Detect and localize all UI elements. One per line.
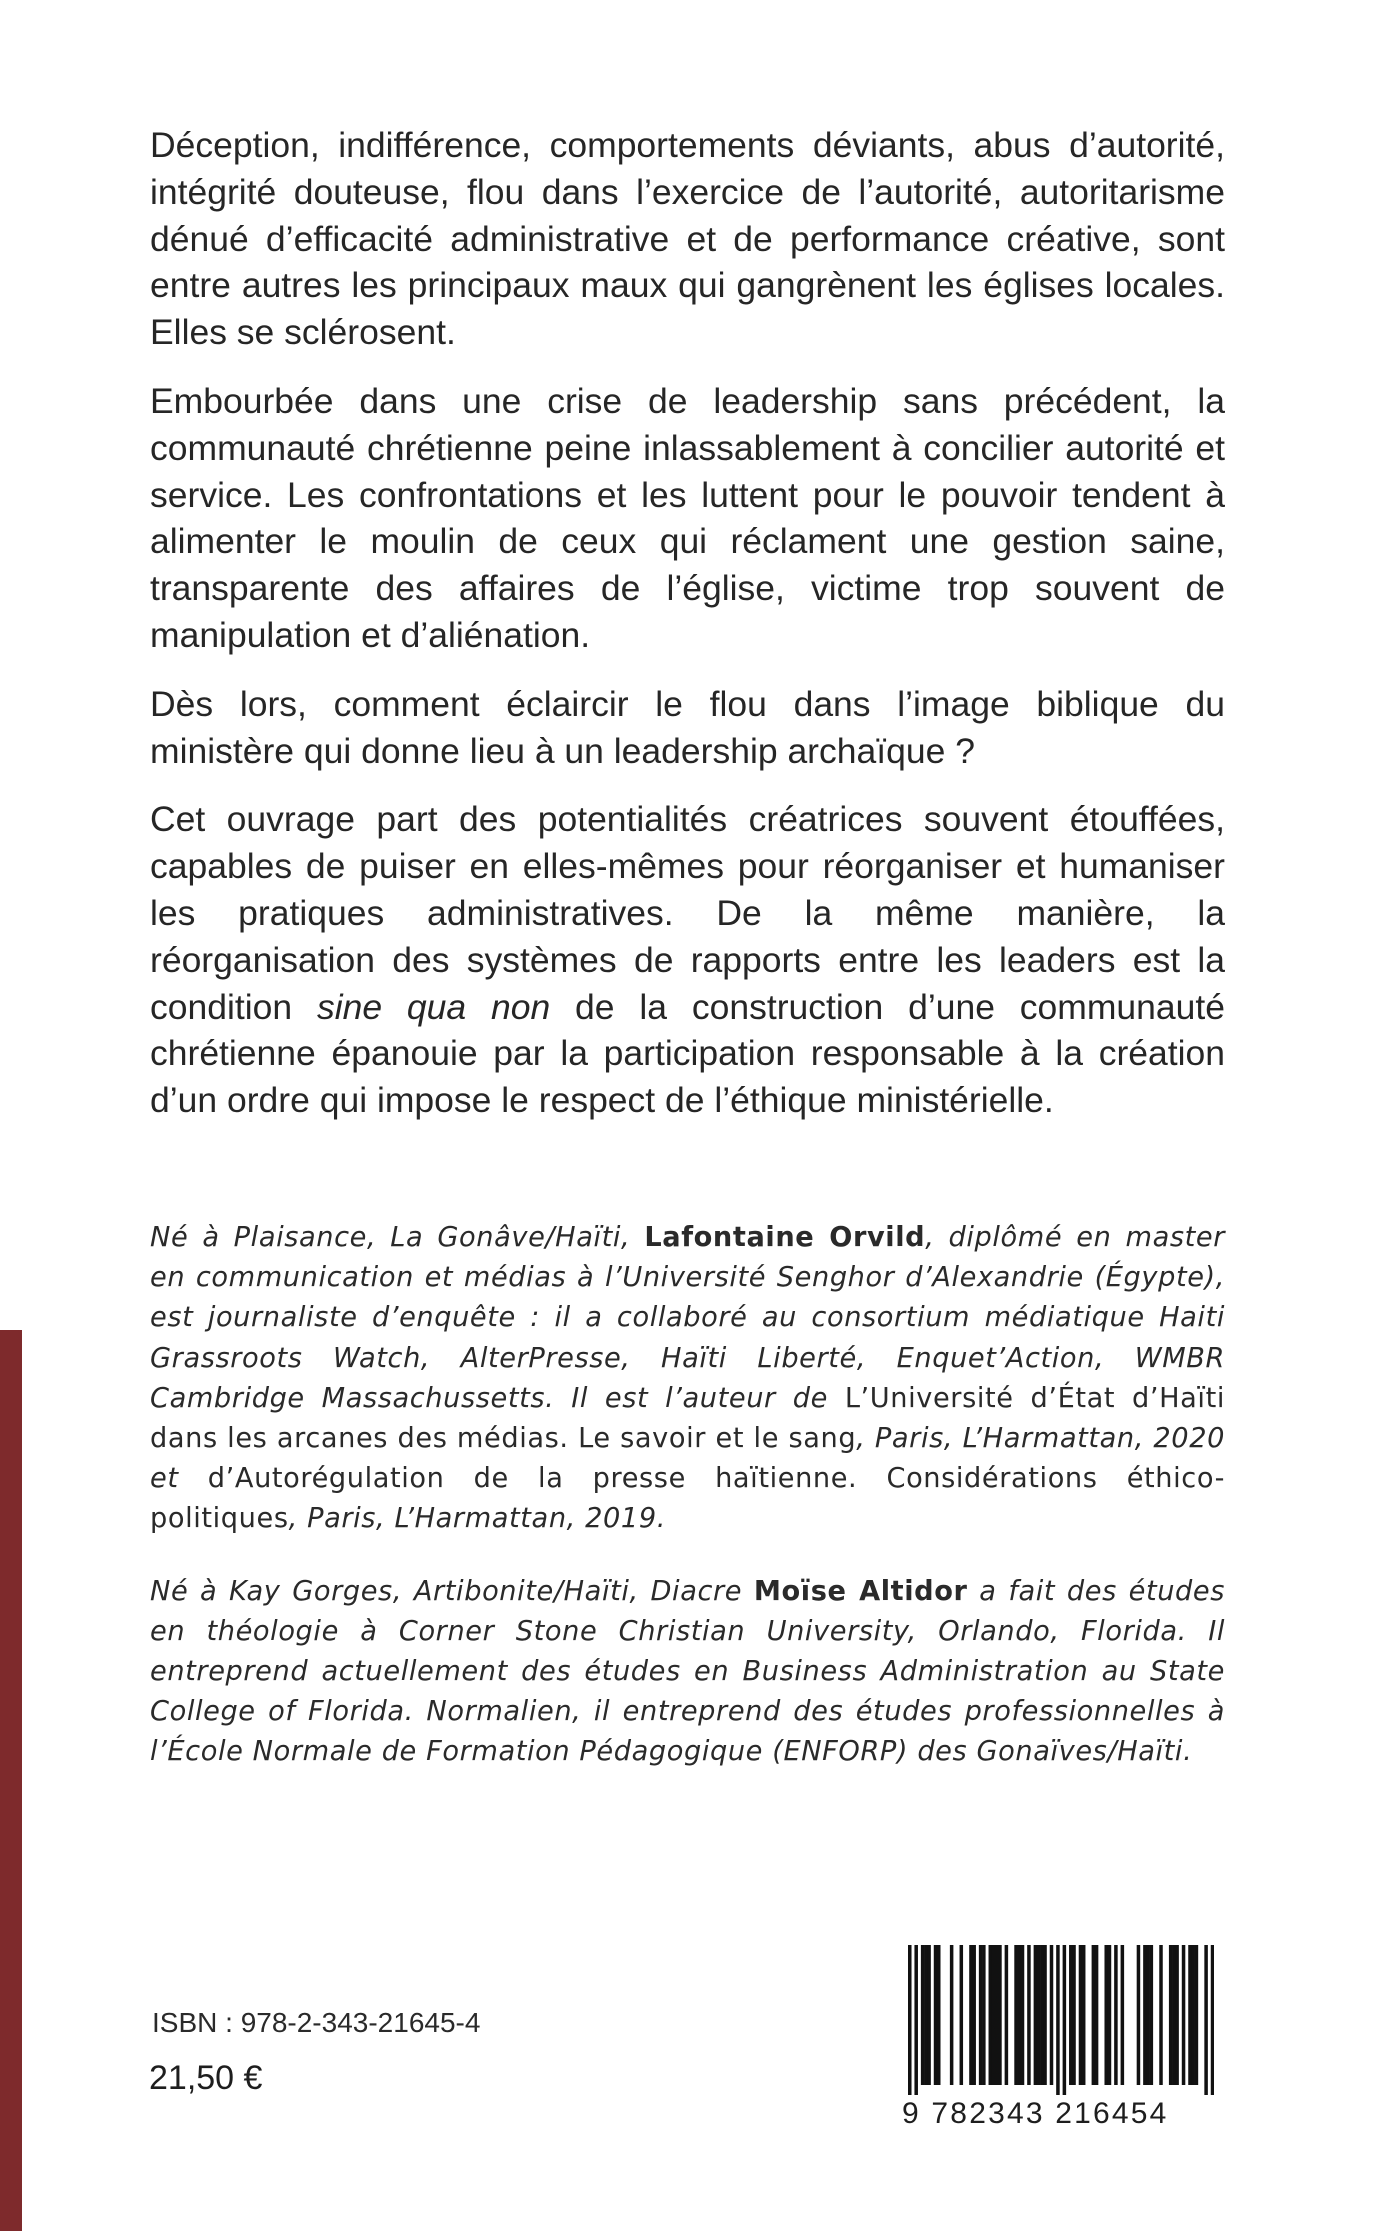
barcode-bar — [1143, 1945, 1147, 2085]
barcode-bar — [982, 1945, 986, 2085]
barcode-bar — [1108, 1945, 1112, 2085]
barcode-bar — [1037, 1945, 1041, 2085]
barcode-bar — [1095, 1945, 1099, 2085]
barcode-bar — [927, 1945, 931, 2085]
barcode-bar — [1121, 1945, 1125, 2085]
barcode-bar — [1056, 1945, 1060, 2095]
bio1-text-1: , diplômé en master en communication et médias à l’Université Senghor d’Alexandrie (Égypte), est journaliste d’enquête : il a collaboré au consortium médiatique Haiti Grassroots Watch, AlterPresse, Haïti Liberté, Enquet’Action, WMBR Cambridge Massachussetts. Il est l’auteur de — [150, 1222, 1225, 1414]
barcode-bar — [1092, 1945, 1096, 2085]
barcode-bar — [1150, 1945, 1154, 2085]
barcode-bar — [1172, 1945, 1176, 2085]
author-name-orvild: Lafontaine Orvild — [644, 1222, 926, 1253]
blurb-p4-latin: sine qua non — [316, 986, 551, 1027]
barcode-bar — [989, 1945, 993, 2085]
barcode-bar — [1211, 1945, 1214, 2095]
bio1-book-1: L’Université d’État d’Haïti dans les arcanes des médias. Le savoir et le sang — [150, 1382, 1225, 1455]
barcode-bar — [1182, 1945, 1186, 2085]
barcode-bar — [921, 1945, 925, 2085]
blurb-p4-part-1: Cet ouvrage part des potentialités créatrices souvent étouffées, capables de puiser en elles-mêmes pour réorganiser et humaniser les pratiques administratives. De la même manière, la réorganisation des systèmes de rapports entre les leaders est la condition — [150, 799, 1225, 1027]
barcode-bar — [979, 1945, 983, 2085]
barcode-bar — [1204, 1945, 1208, 2095]
blurb-paragraph-2: Embourbée dans une crise de leadership sans précédent, la communauté chrétienne peine inlassablement à concilier autorité et service. Les confrontations et les luttent pour le pouvoir tendent à alimenter le moulin de ceux qui réclament une gestion saine, transparente des affaires de l’église, victime trop souvent de manipulation et d’aliénation. — [150, 380, 1225, 655]
bio2-text: a fait des études en théologie à Corner Stone Christian University, Orlando, Florida. Il entreprend actuellement des études en Business Administration au State College of Florida. Normalien, il entreprend des études professionnelles à l’École Normale de Formation Pédagogique (ENFORP) des Gonaïves/Haïti. — [150, 1575, 1225, 1768]
barcode-bar — [969, 1945, 973, 2085]
barcode-bar — [1034, 1945, 1038, 2085]
barcode-bar — [934, 1945, 938, 2085]
blurb-paragraph-3: Dès lors, comment éclaircir le flou dans l’image biblique du ministère qui donne lieu à un leadership archaïque ? — [150, 683, 1225, 771]
author-name-altidor: Moïse Altidor — [753, 1575, 968, 1607]
blurb-p4-part-2: de la construction d’une communauté chrétienne épanouie par la participation responsable à la création d’un ordre qui impose le respect de l’éthique ministérielle. — [150, 986, 1226, 1121]
barcode-bar — [1104, 1945, 1108, 2085]
bio1-book-2: d’Autorégulation de la presse haïtienne. Considérations éthico-politiques — [150, 1463, 1225, 1535]
author-bio-orvild — [150, 1218, 1225, 1540]
barcode-bar — [1021, 1945, 1025, 2085]
cover-side-band — [0, 1330, 22, 2231]
price: 21,50 € — [149, 2059, 263, 2097]
barcode-bar — [1050, 1945, 1054, 2085]
barcode-bar — [998, 1945, 1002, 2085]
barcode-bar — [1063, 1945, 1067, 2095]
barcode-bar — [924, 1945, 928, 2085]
barcode-bar — [1188, 1945, 1192, 2085]
bio2-intro: Né à Kay Gorges, Artibonite/Haïti, Diacre — [150, 1575, 754, 1607]
barcode-bar — [1027, 1945, 1031, 2085]
barcode-bar — [1137, 1945, 1141, 2085]
barcode-bars — [908, 1945, 1214, 2095]
isbn: ISBN : 978-2-343-21645-4 — [152, 2007, 481, 2038]
barcode-bar — [1159, 1945, 1163, 2085]
barcode-bar — [1079, 1945, 1083, 2085]
barcode-bar — [1114, 1945, 1118, 2085]
barcode-bar — [1191, 1945, 1195, 2085]
barcode-number: 9 782343 216454 — [902, 2097, 1169, 2130]
barcode-bar — [1195, 1945, 1199, 2085]
barcode-bar — [950, 1945, 954, 2085]
barcode-bar — [1014, 1945, 1018, 2085]
bio1-intro: Né à Plaisance, La Gonâve/Haïti, — [150, 1222, 645, 1253]
barcode-bar — [992, 1945, 996, 2085]
barcode-bar — [1043, 1945, 1047, 2085]
barcode-bar — [914, 1945, 918, 2095]
barcode-bar — [1175, 1945, 1179, 2085]
barcode-bar — [1018, 1945, 1022, 2085]
barcode-bar — [1040, 1945, 1044, 2085]
barcode-bar — [1082, 1945, 1086, 2085]
author-bios — [150, 1218, 1225, 1805]
barcode-bar — [972, 1945, 976, 2085]
barcode-bar — [1005, 1945, 1009, 2085]
barcode-bar — [1146, 1945, 1150, 2085]
bio1-text-3: , Paris, L’Harmattan, 2019. — [288, 1503, 666, 1535]
barcode-bar — [1169, 1945, 1173, 2085]
barcode-bar — [937, 1945, 941, 2085]
barcode-bar — [1072, 1945, 1076, 2085]
barcode-bar — [960, 1945, 964, 2085]
author-bio-altidor — [150, 1572, 1225, 1773]
barcode-bar — [995, 1945, 999, 2085]
blurb-paragraph-1: Déception, indifférence, comportements déviants, abus d’autorité, intégrité douteuse, flou dans l’exercice de l’autorité, autoritarisme dénué d’efficacité administrative et de performance créative, sont entre autres les principaux maux qui gangrènent les églises locales. Elles se sclérosent. — [150, 125, 1225, 353]
bio1-text-2: , Paris, L’Harmattan, 2020 et — [150, 1423, 1225, 1495]
blurb-paragraph-4 — [150, 796, 1225, 1124]
back-cover-blurb — [150, 122, 1225, 1146]
barcode-bar — [1069, 1945, 1073, 2085]
barcode-bar — [908, 1945, 912, 2095]
barcode — [902, 1945, 1214, 2130]
